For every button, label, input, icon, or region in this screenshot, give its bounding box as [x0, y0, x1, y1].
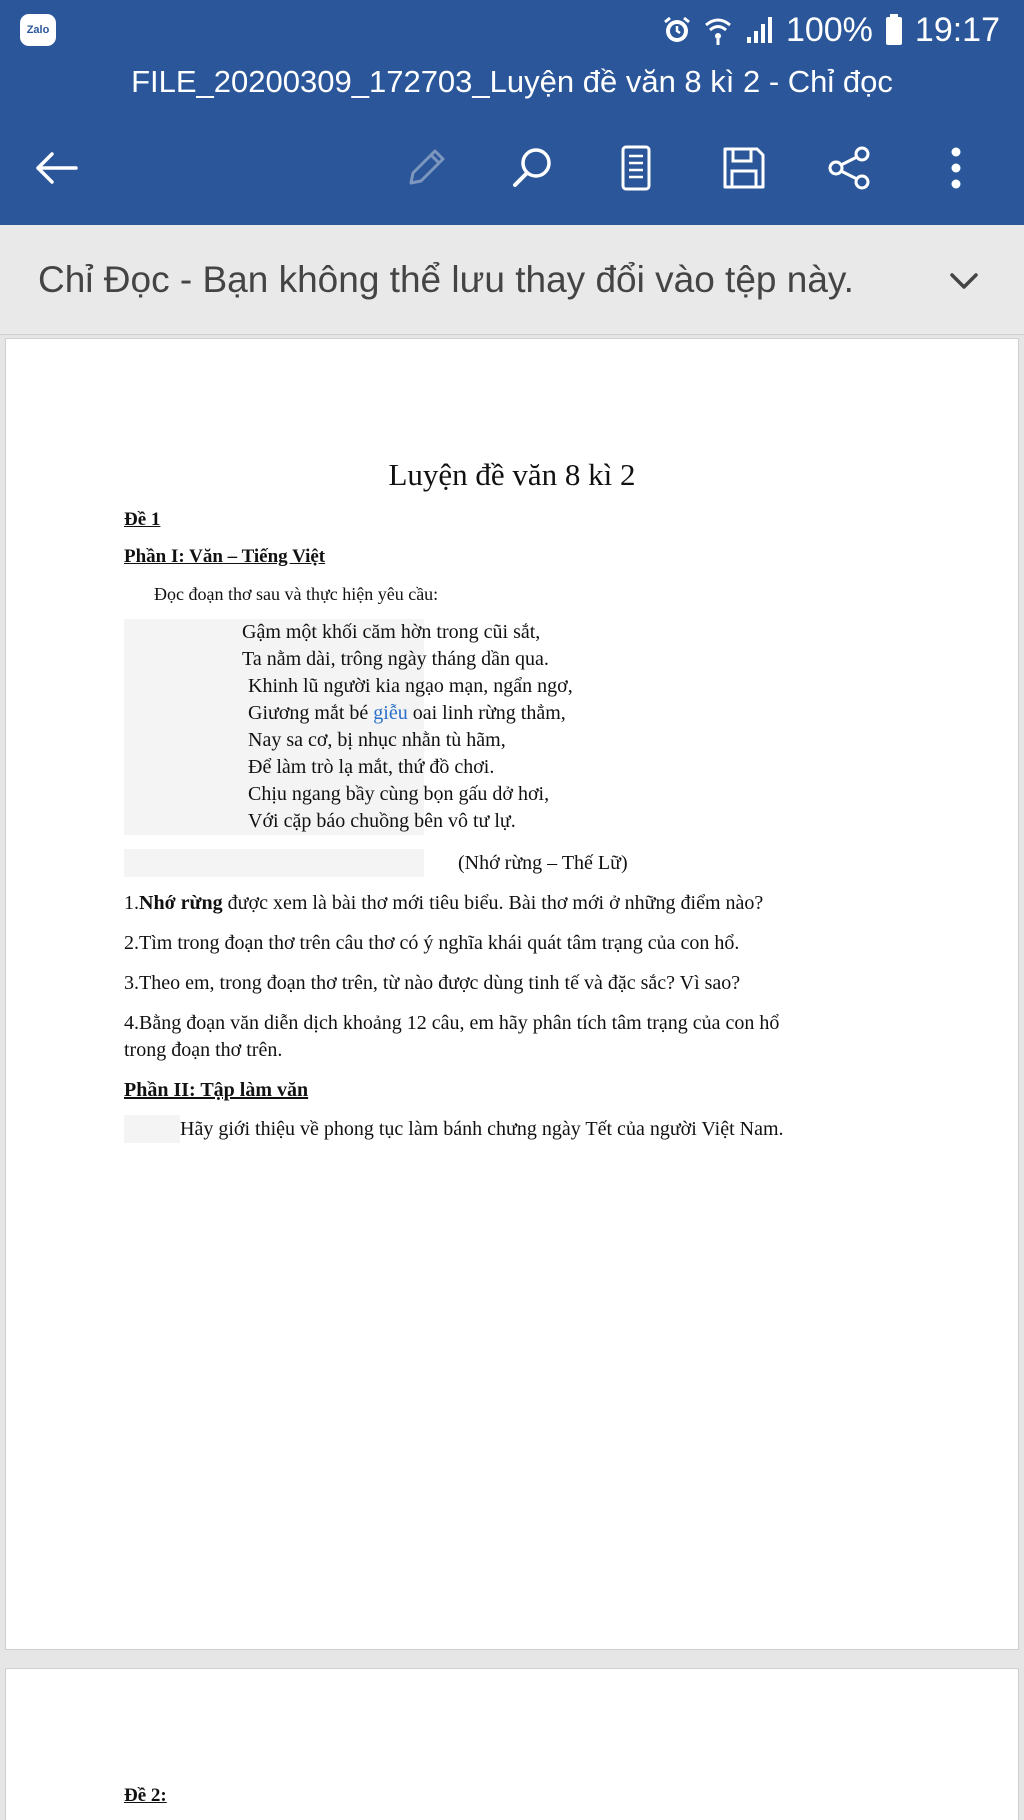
poem-line: Để làm trò lạ mắt, thứ đồ chơi.	[248, 756, 495, 778]
edit-button[interactable]	[398, 140, 454, 196]
poem-text: oai linh rừng thẳm,	[407, 702, 566, 724]
back-arrow-icon	[32, 148, 80, 188]
more-icon	[946, 144, 966, 192]
task-shading	[124, 1115, 180, 1143]
question-text: được xem là bài thơ mới tiêu biểu. Bài thơ mới ở những điểm nào?	[222, 892, 764, 914]
question-3: 3.Theo em, trong đoạn thơ trên, từ nào được dùng tinh tế và đặc sắc? Vì sao?	[124, 972, 741, 994]
poem-line: Gậm một khối căm hờn trong cũi sắt,	[242, 621, 541, 643]
source-shading	[124, 849, 424, 877]
save-button[interactable]	[716, 140, 772, 196]
part-1-heading: Phần I: Văn – Tiếng Việt	[124, 546, 326, 567]
wifi-icon	[704, 15, 732, 45]
poem-name: Nhớ rừng	[139, 892, 223, 914]
more-options-button[interactable]	[928, 140, 984, 196]
back-button[interactable]	[28, 140, 84, 196]
clock-time: 19:17	[914, 10, 1000, 49]
signal-icon	[744, 15, 774, 45]
mobile-view-button[interactable]	[608, 140, 664, 196]
share-button[interactable]	[822, 140, 878, 196]
battery-percent: 100%	[785, 10, 873, 49]
part-2-heading: Phần II: Tập làm văn	[124, 1079, 309, 1101]
status-bar	[0, 0, 1024, 60]
battery-icon	[885, 14, 903, 46]
search-button[interactable]	[504, 140, 560, 196]
question-4-line-1: 4.Bằng đoạn văn diễn dịch khoảng 12 câu, em hãy phân tích tâm trạng của con hổ	[124, 1012, 780, 1034]
poem-text: Giương mắt bé	[248, 702, 374, 724]
status-indicators	[662, 10, 1000, 50]
doc-title: Luyện đề văn 8 kì 2	[388, 457, 636, 492]
chevron-down-icon	[944, 261, 984, 301]
poem-source: (Nhớ rừng – Thế Lữ)	[458, 852, 628, 874]
document-title-bar: FILE_20200309_172703_Luyện đề văn 8 kì 2 - Chỉ đọc	[131, 64, 893, 99]
poem-line: Khinh lũ người kia ngạo mạn, ngẩn ngơ,	[248, 675, 573, 697]
toolbar	[0, 140, 1024, 196]
document-page-2[interactable]	[5, 1668, 1019, 1820]
read-only-banner[interactable]	[0, 225, 1024, 335]
alarm-icon	[662, 15, 692, 45]
read-only-message: Chỉ Đọc - Bạn không thể lưu thay đổi vào tệp này.	[38, 259, 854, 300]
poem-line: Ta nằm dài, trông ngày tháng dần qua.	[242, 648, 549, 670]
highlighted-word: giễu	[373, 702, 408, 724]
mobile-view-icon	[618, 144, 654, 192]
exam-2-label: Đề 2:	[124, 1785, 167, 1806]
question-1	[124, 892, 763, 915]
poem-line: Chịu ngang bầy cùng bọn gấu dở hơi,	[248, 783, 550, 805]
edit-pencil-icon	[403, 145, 449, 191]
question-number: 1.	[124, 892, 139, 914]
expand-banner-button[interactable]	[944, 261, 984, 301]
question-4-line-2: trong đoạn thơ trên.	[124, 1039, 283, 1061]
share-icon	[826, 144, 874, 192]
exam-1-label: Đề 1	[124, 509, 161, 530]
save-icon	[720, 144, 768, 192]
poem-line: Với cặp báo chuồng bên vô tư lự.	[248, 810, 516, 832]
poem-line: Nay sa cơ, bị nhục nhằn tù hãm,	[248, 729, 506, 751]
zalo-notification-icon: Zalo	[20, 14, 56, 46]
question-2: 2.Tìm trong đoạn thơ trên câu thơ có ý nghĩa khái quát tâm trạng của con hổ.	[124, 932, 740, 954]
instruction-text: Đọc đoạn thơ sau và thực hiện yêu cầu:	[154, 584, 439, 604]
part-2-task: Hãy giới thiệu về phong tục làm bánh chưng ngày Tết của người Việt Nam.	[180, 1118, 784, 1140]
poem-line-highlighted	[248, 702, 566, 725]
search-icon	[509, 145, 555, 191]
app-header	[0, 0, 1024, 225]
document-page-1[interactable]	[5, 338, 1019, 1650]
